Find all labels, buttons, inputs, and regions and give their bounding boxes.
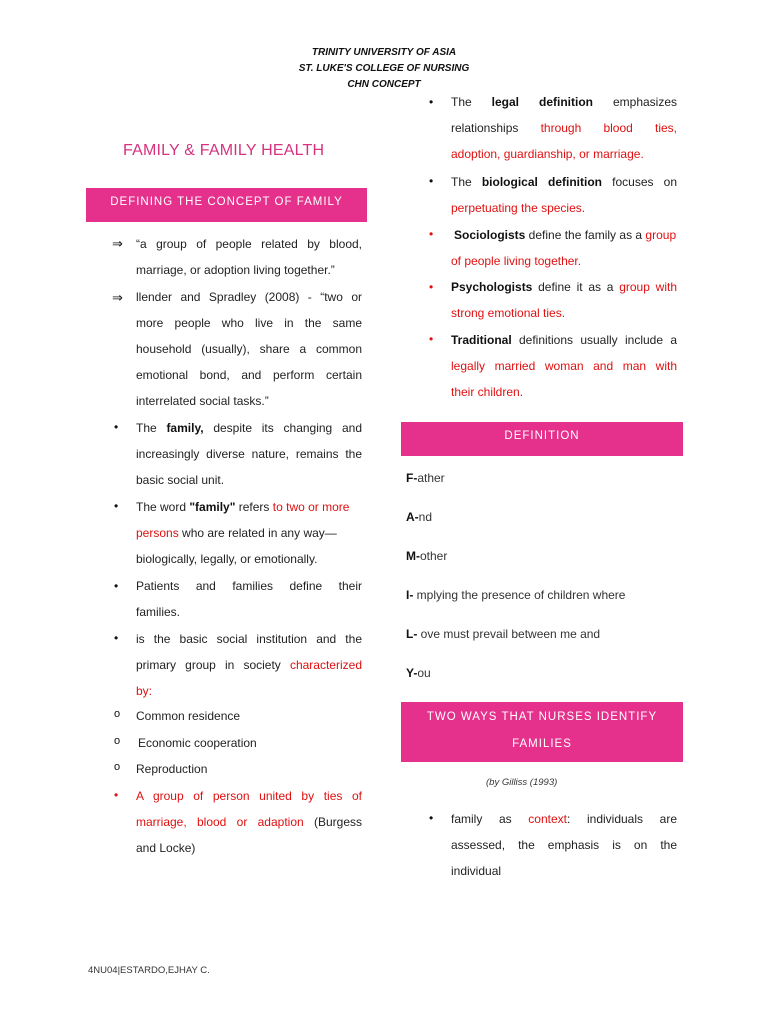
citation: (by Gilliss (1993) [486, 777, 558, 788]
acronym-line-m: M-other [406, 549, 448, 563]
definition-legal: The legal definition emphasizes relationships through blood ties, adoption, guardianship, or marriage. [451, 95, 677, 161]
arrow-icon: ⇒ [112, 236, 123, 251]
bullet-icon: • [429, 280, 434, 294]
bullet-icon: • [429, 227, 434, 241]
acronym-line-f: F-ather [406, 471, 445, 485]
bullet-icon: • [429, 332, 434, 346]
bullet-icon: • [114, 499, 119, 513]
list-item: Patients and families define their families. [136, 579, 362, 619]
sub-item: Reproduction [136, 762, 208, 776]
list-item: is the basic social institution and the primary group in society characterized by: [136, 632, 362, 698]
definition-traditional: Traditional definitions usually include a legally married woman and man with their children. [451, 333, 677, 399]
section-band-definition: DEFINITION [401, 422, 683, 456]
list-item: llender and Spradley (2008) - “two or more people who live in the same household (usually), share a common emotional bond, and perform certain interrelated social tasks.” [136, 290, 362, 408]
section-band-defining: DEFINING THE CONCEPT OF FAMILY [86, 188, 367, 222]
header-college: ST. LUKE'S COLLEGE OF NURSING [298, 63, 470, 74]
bullet-icon: • [429, 174, 434, 188]
footer-author: 4NU04|ESTARDO,EJHAY C. [88, 965, 210, 976]
bullet-icon: • [114, 631, 119, 645]
bullet-icon: • [114, 420, 119, 434]
acronym-line-i: I- mplying the presence of children where [406, 588, 626, 602]
definition-sociologists: Sociologists define the family as a group of people living together. [451, 228, 677, 268]
arrow-icon: ⇒ [112, 290, 123, 305]
acronym-line-a: A-nd [406, 510, 433, 524]
header-subject: CHN CONCEPT [347, 79, 421, 90]
section-band-two-ways: TWO WAYS THAT NURSES IDENTIFY FAMILIES [401, 702, 683, 762]
bullet-icon: • [114, 788, 119, 802]
list-item: The word "family" refers to two or more persons who are related in any way— biologically, legally, or emotionally. [136, 500, 350, 566]
bullet-icon: • [429, 811, 434, 825]
circle-bullet-icon: o [114, 708, 121, 720]
way-context: family as context: individuals are assessed, the emphasis is on the individual [451, 812, 677, 878]
bullet-icon: • [429, 95, 434, 109]
definition-psychologists: Psychologists define it as a group with strong emotional ties. [451, 280, 677, 320]
header-university: TRINITY UNIVERSITY OF ASIA [311, 47, 457, 58]
sub-item: Economic cooperation [138, 736, 257, 750]
circle-bullet-icon: o [114, 735, 121, 747]
list-item: The family, despite its changing and increasingly diverse nature, remains the basic social unit. [136, 421, 362, 487]
acronym-line-l: L- ove must prevail between me and [406, 627, 601, 641]
definition-biological: The biological definition focuses on perpetuating the species. [451, 175, 677, 215]
circle-bullet-icon: o [114, 761, 121, 773]
acronym-line-y: Y-ou [406, 666, 431, 680]
sub-item: Common residence [136, 709, 241, 723]
list-item: A group of person united by ties of marriage, blood or adaption (Burgess and Locke) [136, 789, 362, 855]
list-item: “a group of people related by blood, marriage, or adoption living together.” [136, 237, 362, 277]
page-title: FAMILY & FAMILY HEALTH [123, 142, 325, 159]
bullet-icon: • [114, 579, 119, 593]
